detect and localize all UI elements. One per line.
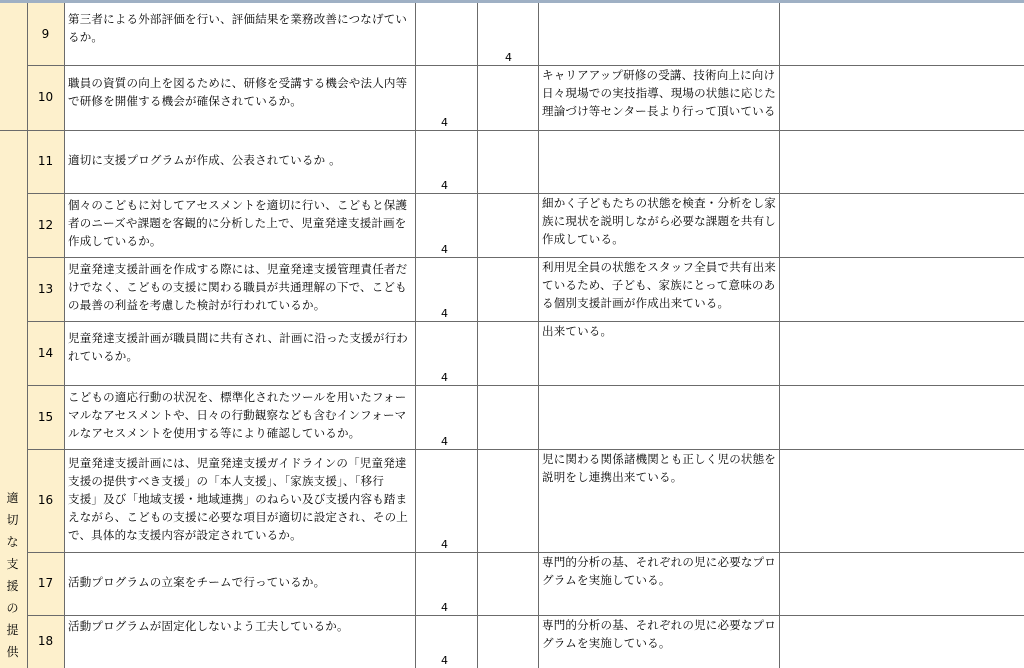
comment-line: 説明をし連携出来ている。 [542,470,683,484]
question-cell[interactable] [68,617,413,635]
category-cell-1[interactable] [0,3,27,130]
row-number-cell[interactable]: 13 [27,257,64,321]
row-number-cell[interactable]: 12 [27,193,64,257]
question-line: 者のニーズや課題を客観的に分析した上で、児童発達支援計画を [68,216,407,230]
row-divider [27,321,1024,322]
section-label [0,487,25,663]
question-line: 児童発達支援計画が職員間に共有され、計画に沿った支援が行わ [68,331,408,345]
question-line: れているか。 [68,349,139,363]
comment-line: 族に現状を説明しながら必要な課題を共有し [542,214,776,228]
section-label-char: 供 [6,645,19,659]
sheet-top-border [0,0,1024,3]
column-divider [779,3,780,668]
row-divider [27,615,1024,616]
row-divider [27,449,1024,450]
row-divider [0,130,1024,131]
row-divider [27,193,1024,194]
question-line: るか。 [68,30,104,44]
comment-line: 細かく子どもたちの状態を検査・分析をし家 [542,196,776,210]
column-divider [415,3,416,668]
question-cell[interactable] [68,196,413,250]
question-cell[interactable] [68,10,413,46]
question-line: の最善の利益を考慮した検討が行われているか。 [68,298,326,312]
column-divider [538,3,539,668]
column-divider [477,3,478,668]
question-line: 職員の資質の向上を図るために、研修を受講する機会や法人内等 [68,76,408,90]
comment-cell[interactable] [542,258,778,312]
question-line: 活動プログラムが固定化しないよう工夫しているか。 [68,619,349,633]
section-label-char: な [6,535,19,549]
row-divider [27,257,1024,258]
comment-line: 専門的分析の基、それぞれの児に必要なプロ [542,618,776,632]
score-cell[interactable]: 4 [441,435,448,448]
comment-line: 理論づけ等センター長より行って頂いている [542,104,776,118]
section-label-char: の [6,601,19,615]
section-label-char: 提 [6,623,19,637]
column-divider [27,3,28,668]
row-divider [27,65,1024,66]
comment-line: る個別支援計画が作成出来ている。 [542,296,730,310]
question-line: マルなアセスメントや、日々の行動観察なども含むインフォーマ [68,408,407,422]
row-number-cell[interactable]: 18 [27,615,64,668]
section-label-char: 援 [6,579,19,593]
row-divider [27,552,1024,553]
comment-line: 専門的分析の基、それぞれの児に必要なプロ [542,555,776,569]
question-line: えながら、こどもの支援に必要な項目が適切に設定され、その上 [68,510,408,524]
comment-line: 出来ている。 [542,324,613,338]
comment-cell[interactable] [542,322,778,340]
question-line: 支援の提供すべき支援」の「本人支援」、「家族支援」、「移行 [68,474,385,488]
question-line: で研修を開催する機会が確保されているか。 [68,94,302,108]
score-cell[interactable]: 4 [441,601,448,614]
question-line: 児童発達支援計画には、児童発達支援ガイドラインの「児童発達 [68,456,407,470]
score-cell[interactable]: 4 [441,179,448,192]
question-line: こどもの適応行動の状況を、標準化されたツールを用いたフォー [68,390,407,404]
row-divider [27,385,1024,386]
comment-cell[interactable] [542,450,778,486]
section-label-char: 適 [6,491,19,505]
score-cell[interactable]: 4 [441,116,448,129]
comment-cell[interactable] [542,66,778,120]
row-number-cell[interactable]: 9 [27,3,64,65]
question-line: ルなアセスメントを使用する等により確認しているか。 [68,426,361,440]
score-cell[interactable]: 4 [441,654,448,667]
row-number-cell[interactable]: 14 [27,321,64,385]
score-cell[interactable]: 4 [505,51,512,64]
question-cell[interactable] [68,74,413,110]
question-line: 児童発達支援計画を作成する際には、児童発達支援管理責任者だ [68,262,408,276]
question-cell[interactable] [68,329,413,365]
row-number-cell[interactable]: 17 [27,552,64,615]
score-cell[interactable]: 4 [441,243,448,256]
comment-line: ているため、子ども、家族にとって意味のあ [542,278,776,292]
comment-line: グラムを実施している。 [542,636,671,650]
score-cell[interactable]: 4 [441,371,448,384]
question-line: けでなく、こどもの支援に関わる職員が共通理解の下で、こども [68,280,407,294]
comment-cell[interactable] [542,194,778,248]
section-label-char: 切 [6,513,19,527]
question-cell[interactable] [68,573,413,591]
score-cell[interactable]: 4 [441,538,448,551]
question-cell[interactable] [68,454,413,544]
row-number-cell[interactable]: 11 [27,130,64,193]
question-line: 個々のこどもに対してアセスメントを適切に行い、こどもと保護 [68,198,408,212]
comment-cell[interactable] [542,553,778,589]
comment-cell[interactable] [542,616,778,652]
comment-line: グラムを実施している。 [542,573,671,587]
comment-line: 利用児全員の状態をスタッフ全員で共有出来 [542,260,776,274]
question-line: 適切に支援プログラムが作成、公表されているか 。 [68,153,341,167]
question-line: 活動プログラムの立案をチームで行っているか。 [68,575,326,589]
row-number-cell[interactable]: 16 [27,449,64,552]
row-number-cell[interactable]: 10 [27,65,64,130]
comment-line: 作成している。 [542,232,624,246]
column-divider [64,3,65,668]
row-number-cell[interactable]: 15 [27,385,64,449]
comment-line: キャリアアップ研修の受講、技術向上に向け [542,68,776,82]
comment-line: 日々現場での実技指導、現場の状態に応じた [542,86,776,100]
question-line: 第三者による外部評価を行い、評価結果を業務改善につなげてい [68,12,408,26]
score-cell[interactable]: 4 [441,307,448,320]
section-label-char: 支 [6,557,19,571]
question-cell[interactable] [68,388,413,442]
question-line: 作成しているか。 [68,234,162,248]
question-line: で、具体的な支援内容が設定されているか。 [68,528,302,542]
question-cell[interactable] [68,151,413,169]
question-cell[interactable] [68,260,413,314]
question-line: 支援」及び「地域支援・地域連携」のねらい及び支援内容も踏ま [68,492,408,506]
comment-line: 児に関わる関係諸機関とも正しく児の状態を [542,452,776,466]
